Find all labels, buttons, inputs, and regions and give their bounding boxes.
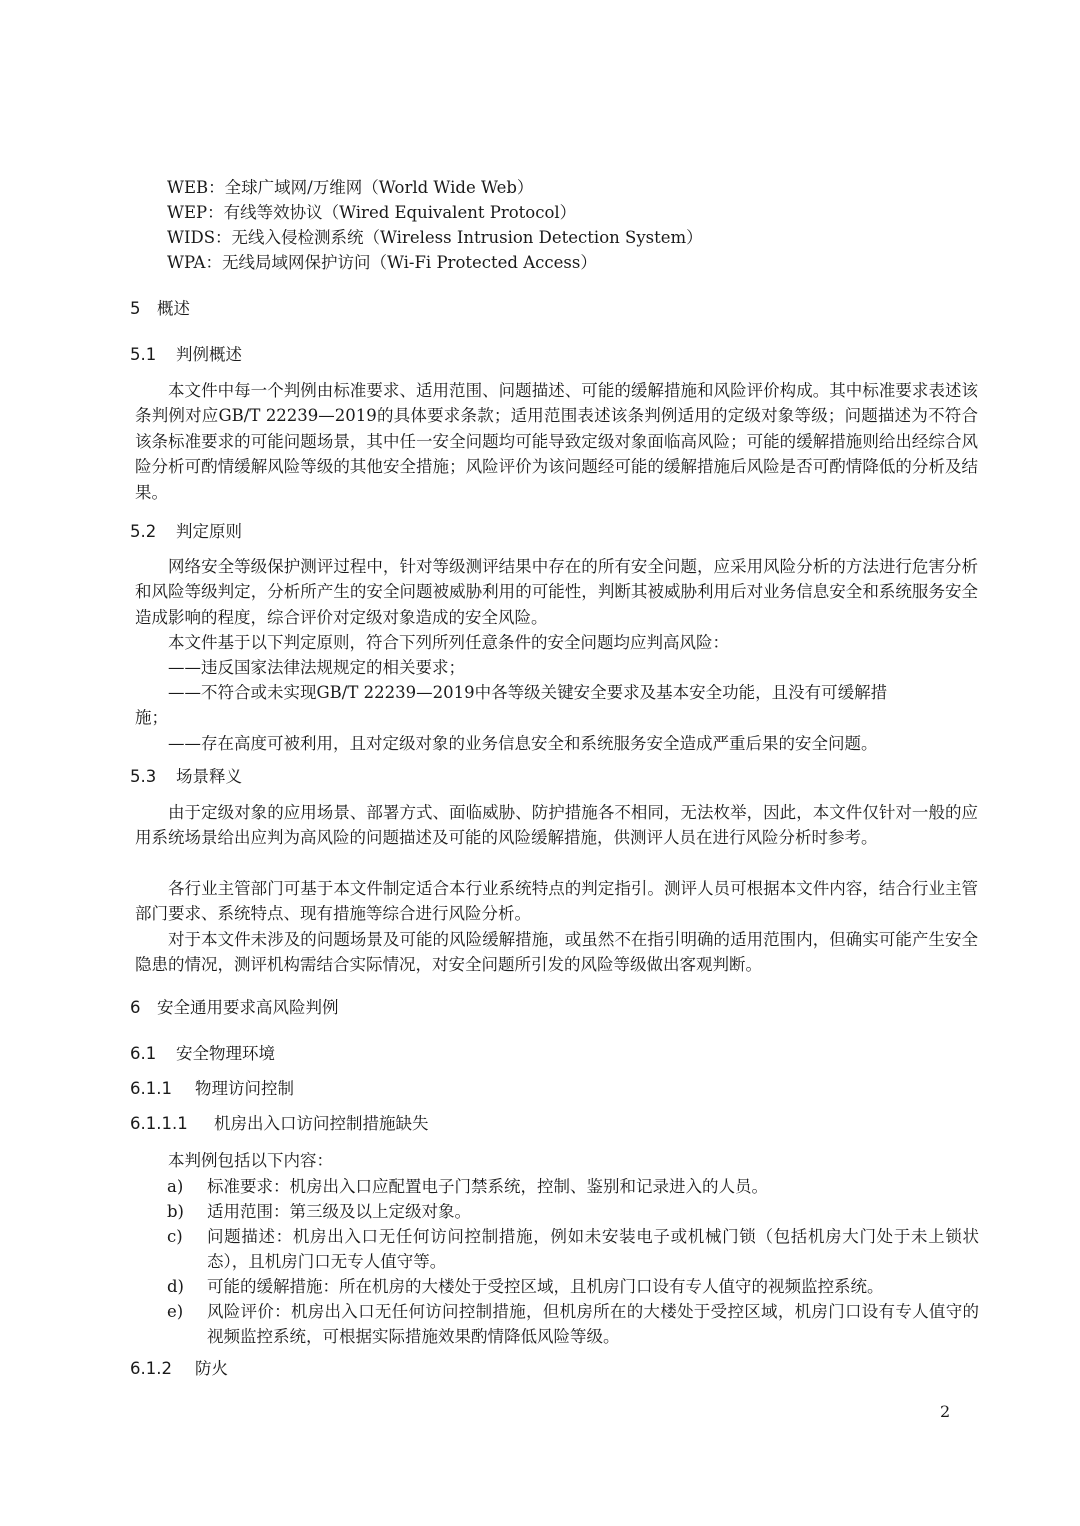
section-5-3-heading [130, 765, 242, 789]
section-title: 判例概述 [176, 345, 242, 364]
section-6-1-1-heading [130, 1077, 294, 1101]
paragraph-5-1: 本文件中每一个判例由标准要求、适用范围、问题描述、可能的缓解措施和风险评价构成。其中标准要求表述该条判例对应GB/T 22239—2019的具体要求条款；适用范围表述该条判例适用的定级对象等级；问题描述为不符合该条标准要求的可能问题场景，其中任一安全问题均可能导致定级对象面临高风险；可能的缓解措施则给出经综合风险分析可酌情缓解风险等级的其他安全措施；风险评价为该问题经可能的缓解措施后风险是否可酌情降低的分析及结果。 [135, 381, 978, 502]
section-number: 5.1 [130, 345, 157, 364]
section-6-1-heading [130, 1042, 275, 1066]
paragraph-5-3-3: 对于本文件未涉及的问题场景及可能的风险缓解措施，或虽然不在指引明确的适用范围内，但确实可能产生安全隐患的情况，测评机构需结合实际情况，对安全问题所引发的风险等级做出客观判断。 [135, 930, 978, 975]
section-5-1-heading [130, 343, 242, 367]
section-title: 安全物理环境 [176, 1044, 275, 1063]
principle-item-3: ——存在高度可被利用，且对定级对象的业务信息安全和系统服务安全造成严重后果的安全问题。 [168, 734, 878, 753]
case-intro: 本判例包括以下内容： [168, 1151, 333, 1170]
section-number: 5.3 [130, 767, 157, 786]
case-item-a [167, 1174, 979, 1199]
page-number: 2 [940, 1402, 951, 1421]
section-number: 5.2 [130, 522, 157, 541]
paragraph-5-2-1: 网络安全等级保护测评过程中，针对等级测评结果中存在的所有安全问题，应采用风险分析的方法进行危害分析和风险等级判定，分析所产生的安全问题被威胁利用的可能性，判断其被威胁利用后对业务信息安全和系统服务安全造成影响的程度，综合评价对定级对象造成的安全风险。 [135, 557, 978, 627]
section-5-heading [130, 297, 190, 321]
section-number: 6.1.1 [130, 1079, 172, 1098]
list-text: 风险评价：机房出入口无任何访问控制措施，但机房所在的大楼处于受控区域，机房门口设有专人值守的视频监控系统，可根据实际措施效果酌情降低风险等级。 [207, 1302, 979, 1347]
paragraph-5-3-2: 各行业主管部门可基于本文件制定适合本行业系统特点的判定指引。测评人员可根据本文件内容，结合行业主管部门要求、系统特点、现有措施等综合进行风险分析。 [135, 879, 978, 924]
section-number: 6.1.1.1 [130, 1114, 188, 1133]
abbreviation-web: WEB：全球广域网/万维网（World Wide Web） [167, 178, 534, 197]
section-title: 防火 [195, 1359, 228, 1378]
paragraph-5-3-1: 由于定级对象的应用场景、部署方式、面临威胁、防护措施各不相同，无法枚举，因此，本文件仅针对一般的应用系统场景给出应判为高风险的问题描述及可能的风险缓解措施，供测评人员在进行风险分析时参考。 [135, 803, 978, 848]
list-marker: a) [167, 1177, 184, 1196]
section-6-1-2-heading [130, 1357, 228, 1381]
paragraph-5-2-2: 本文件基于以下判定原则，符合下列所列任意条件的安全问题均应判高风险： [168, 633, 729, 652]
list-text: 可能的缓解措施：所在机房的大楼处于受控区域，且机房门口设有专人值守的视频监控系统。 [207, 1277, 884, 1296]
abbreviation-wep: WEP：有线等效协议（Wired Equivalent Protocol） [167, 203, 577, 222]
list-marker: c) [167, 1227, 183, 1246]
section-title: 物理访问控制 [195, 1079, 294, 1098]
case-item-c [167, 1224, 979, 1275]
case-item-d [167, 1274, 979, 1299]
section-title: 场景释义 [176, 767, 242, 786]
section-title: 机房出入口访问控制措施缺失 [214, 1114, 429, 1133]
list-text: 适用范围：第三级及以上定级对象。 [207, 1202, 471, 1221]
list-text: 问题描述：机房出入口无任何访问控制措施，例如未安装电子或机械门锁（包括机房大门处于未上锁状态），且机房门口无专人值守等。 [207, 1227, 979, 1272]
section-6-heading [130, 996, 339, 1020]
list-marker: d) [167, 1277, 184, 1296]
section-number: 6.1.2 [130, 1359, 172, 1378]
case-item-e [167, 1299, 979, 1350]
section-5-2-heading [130, 520, 242, 544]
section-title: 判定原则 [176, 522, 242, 541]
principle-item-2: ——不符合或未实现GB/T 22239—2019中各等级关键安全要求及基本安全功能，且没有可缓解措 [168, 683, 888, 702]
section-title: 概述 [157, 299, 190, 318]
list-text: 标准要求：机房出入口应配置电子门禁系统，控制、鉴别和记录进入的人员。 [207, 1177, 768, 1196]
principle-item-2-cont: 施； [135, 708, 168, 727]
list-marker: e) [167, 1302, 184, 1321]
section-number: 5 [130, 299, 141, 318]
section-title: 安全通用要求高风险判例 [157, 998, 339, 1017]
case-item-b [167, 1199, 979, 1224]
section-6-1-1-1-heading [130, 1112, 429, 1136]
section-number: 6 [130, 998, 141, 1017]
section-number: 6.1 [130, 1044, 157, 1063]
list-marker: b) [167, 1202, 184, 1221]
abbreviation-wids: WIDS：无线入侵检测系统（Wireless Intrusion Detection System） [167, 228, 703, 247]
principle-item-1: ——违反国家法律法规规定的相关要求； [168, 658, 465, 677]
abbreviation-wpa: WPA：无线局域网保护访问（Wi-Fi Protected Access） [167, 253, 597, 272]
